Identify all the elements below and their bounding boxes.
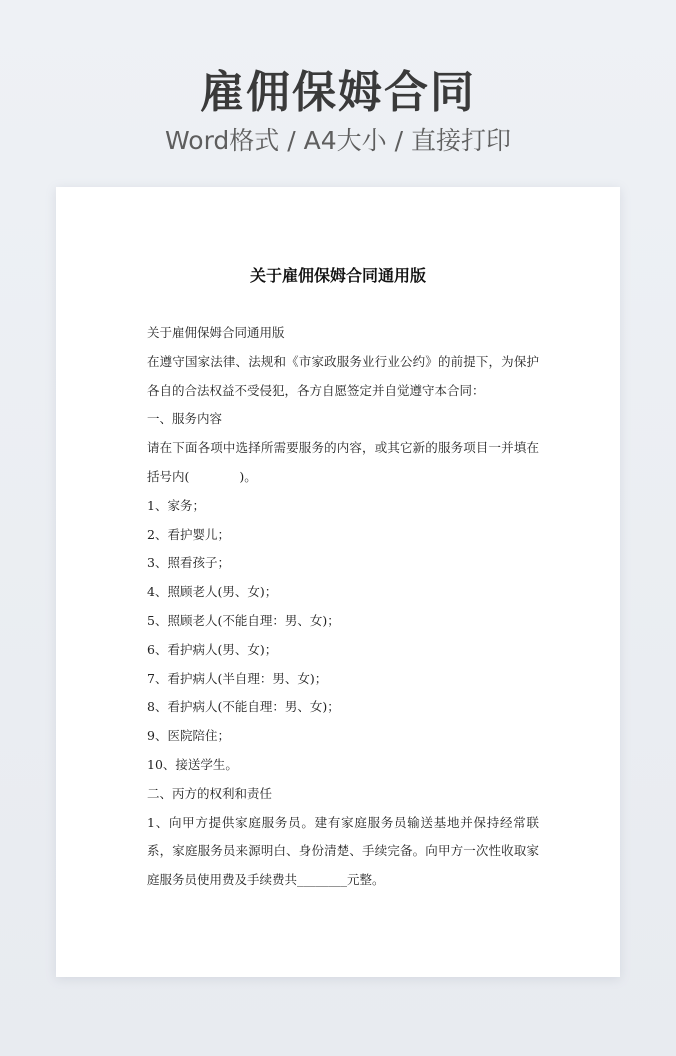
doc-paragraph: 1、向甲方提供家庭服务员。建有家庭服务员输送基地并保持经常联系，家庭服务员来源明白、身份清楚、手续完备。向甲方一次性收取家庭服务员使用费及手续费共________元整。 [147,814,539,888]
doc-list-item: 9、医院陪住； [147,728,230,744]
doc-section-heading: 一、服务内容 [147,411,223,427]
doc-list-item: 3、照看孩子； [147,555,230,571]
doc-paragraph: 请在下面各项中选择所需要服务的内容，或其它新的服务项目一并填在括号内( )。 [147,440,539,484]
doc-paragraph: 关于雇佣保姆合同通用版 [147,325,285,340]
document-title: 关于雇佣保姆合同通用版 [249,266,426,285]
doc-list-item: 10、接送学生。 [147,756,238,772]
promo-subtitle: Word格式 / A4大小 / 直接打印 [165,126,511,155]
document-body [147,319,539,895]
doc-paragraph: 在遵守国家法律、法规和《市家政服务业行业公约》的前提下，为保护各自的合法权益不受侵犯，各方自愿签定并自觉遵守本合同： [147,353,539,398]
promo-title: 雇佣保姆合同 [200,67,476,118]
doc-list-item: 7、看护病人(半自理：男、女)； [147,670,328,686]
doc-list-item: 8、看护病人(不能自理：男、女)； [147,699,340,715]
doc-section-heading: 二、丙方的权利和责任 [147,785,273,801]
doc-list-item: 4、照顾老人(男、女)； [147,584,278,600]
doc-list-item: 6、看护病人(男、女)； [147,641,278,657]
promo-header [0,64,676,158]
doc-list-item: 5、照顾老人(不能自理：男、女)； [147,612,340,628]
document-page [56,187,620,977]
doc-list-item: 2、看护婴儿； [147,526,230,542]
doc-list-item: 1、家务； [147,497,205,513]
